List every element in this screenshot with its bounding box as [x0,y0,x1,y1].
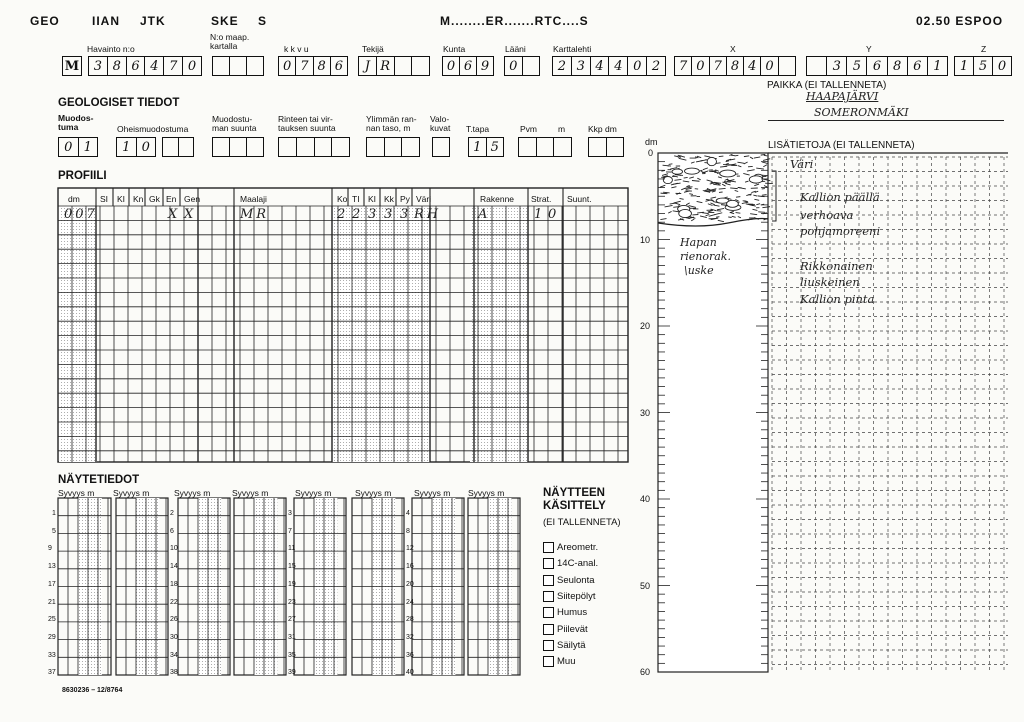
lisatietoja-line[interactable]: Kallion päällä [800,190,880,204]
nayte-row-number: 10 [170,545,178,553]
nayte-row-number: 17 [48,580,56,588]
tekija-field[interactable]: J R [358,56,430,76]
log-depth-tick: 50 [640,580,651,591]
nayte-row-number: 15 [288,563,296,571]
nayte-row-number: 29 [48,633,56,641]
log-depth-tick: 30 [640,407,651,418]
nayte-row-number: 37 [48,669,56,677]
label-tekija: Tekijä [362,44,384,54]
profiili-col-header: KI [368,194,377,204]
nayte-row-number: 20 [406,580,414,588]
z-field[interactable]: 1 5 0 [954,56,1012,76]
nayte-row-number: 25 [48,616,56,624]
nayte-col-header: Syvyys m [174,488,211,498]
nayte-row-number: 27 [288,616,296,624]
log-depth-tick: 40 [640,494,651,504]
paikka-line2: SOMERONMÄKI [814,106,909,119]
kasittely-label: Siitepölyt [557,590,596,602]
nayte-row-number: 30 [170,633,178,641]
nayte-col-header: Syvyys m [468,488,505,498]
nayte-row-number: 38 [170,669,178,677]
nayte-row-number: 33 [48,651,56,659]
kasittely-checkbox[interactable] [543,591,554,602]
profiili-row-en[interactable]: X [184,207,197,222]
label-valo: Valo- kuvat [430,114,451,133]
log-unit: dm [645,137,658,147]
kasittely-label: Muu [557,656,576,668]
lisatietoja-line[interactable]: pohjamoreeni [800,224,881,238]
nayte-row-number: 11 [288,545,296,553]
profiili-col-header: KI [117,194,126,204]
label-kunta: Kunta [443,44,466,54]
lisatietoja-label: LISÄTIETOJA (EI TALLENNETA) [768,140,915,151]
profiili-col-header: Suunt. [567,194,592,204]
profiili-row-suunt[interactable]: 0 [548,207,560,222]
nayte-row-number: 3 [288,510,292,517]
form-code: 8630236 – 12/8764 [62,687,123,694]
nayte-row-number: 18 [170,580,178,588]
nayte-col-header: Syvyys m [58,488,95,498]
log-note-3: \uske [684,264,714,277]
nayte-row-number: 2 [170,510,174,517]
kasittely-heading: NÄYTTEEN KÄSITTELY [543,487,606,513]
nayte-heading: NÄYTETIEDOT [58,474,140,486]
label-havainto: Havainto n:o [87,44,135,54]
lisatietoja-line[interactable]: liuskeinen [800,275,860,289]
kasittely-checkbox[interactable] [543,656,554,667]
label-z: Z [981,44,987,54]
nayte-row-number: 13 [48,563,56,571]
nayte-row-number: 23 [288,598,296,606]
label-muodostuma: Muodos- tuma [58,113,94,132]
nayte-row-number: 19 [288,580,296,588]
nayte-row-number: 28 [406,616,414,624]
label-m: m [558,124,566,134]
nayte-col-header: Syvyys m [232,488,269,498]
profiili-col-header: Väri [416,194,432,204]
label-tapa: T.tapa [466,124,490,134]
tapa-field[interactable]: 1 5 [468,137,504,157]
nayte-row-number: 34 [170,651,178,659]
profiili-row-vari[interactable]: RH [414,207,442,222]
nayte-col-header: Syvyys m [414,488,451,498]
header-fragment: S [258,14,268,28]
nayte-col-header: Syvyys m [295,488,332,498]
kasittely-checkbox[interactable] [543,575,554,586]
laani-field[interactable]: 0 [504,56,540,76]
profiili-heading: PROFIILI [58,170,107,182]
nayte-row-number: 21 [48,598,56,606]
profiili-col-header: Gk [149,194,160,204]
havainto-field[interactable]: 3 8 6 4 7 0 [88,56,202,76]
profiili-row-gk[interactable]: X [168,207,181,222]
x-field[interactable]: 7 0 7 8 4 0 [674,56,796,76]
nayte-row-number: 4 [406,510,410,517]
nayte-row-number: 32 [406,633,414,641]
label-maap: N:o maap. kartalla [210,32,250,51]
prefix-field[interactable]: M [62,56,82,76]
log-note-2: rienorak. [680,250,731,263]
nayte-row-number: 7 [288,527,292,535]
kasittely-sub: (EI TALLENNETA) [543,517,621,528]
oheis-field[interactable]: 1 0 [116,137,156,157]
profiili-row-kk[interactable]: 3 [384,207,396,222]
nayte-row-number: 22 [170,598,178,606]
label-ylimman: Ylimmän ran- nan taso, m [366,114,417,133]
log-depth-tick: 20 [640,321,651,331]
form-org: GEO [30,14,60,28]
profiili-col-header: SI [100,194,109,204]
lisatietoja-line[interactable]: verhoava [800,208,854,222]
log-depth-tick: 0 [648,148,654,158]
profiili-row-rakenne[interactable]: A [478,207,491,222]
kasittely-label: 14C-anal. [557,558,599,570]
kasittely-checkbox[interactable] [543,607,554,618]
nayte-row-number: 12 [406,545,414,553]
profiili-row-strat[interactable]: 1 [534,207,546,222]
kasittely-checkbox[interactable] [543,542,554,553]
nayte-row-number: 36 [406,651,414,659]
label-x: X [730,44,736,54]
kasittely-checkbox[interactable] [543,624,554,635]
log-depth-tick: 10 [640,234,651,245]
profiili-col-header: Kn [133,194,144,204]
log-depth-tick: 60 [640,667,651,677]
label-pvm: Pvm [520,124,537,134]
profiili-col-header: Strat. [531,194,552,204]
kunta-field[interactable]: 0 6 9 [442,56,494,76]
profiili-row-ko[interactable]: 2 [337,207,349,222]
paikka-label: PAIKKA (EI TALLENNETA) [767,80,887,91]
nayte-row-number: 26 [170,616,178,624]
label-rinne: Rinteen tai vir- tauksen suunta [278,114,336,133]
nayte-row-number: 5 [52,527,56,535]
kkvu-field[interactable]: 0 7 8 6 [278,56,348,76]
nayte-row-number: 31 [288,633,296,641]
profiili-col-header: Kk [384,194,394,204]
nayte-row-number: 35 [288,651,296,659]
nayte-row-number: 16 [406,563,414,571]
paikka-line1: HAAPAJÄRVI [806,90,879,103]
lisatietoja-line[interactable]: Kallion pinta [800,292,875,306]
profiili-col-header: dm [68,194,80,204]
karttalehti-field[interactable]: 2 3 4 4 0 2 [552,56,666,76]
log-note-1: Hapan [680,236,717,249]
kasittely-label: Humus [557,607,588,619]
muodostuma-field[interactable]: 0 1 [58,137,98,157]
kasittely-label: Areometr. [557,542,599,553]
kasittely-checkbox[interactable] [543,558,554,569]
geologiset-heading: GEOLOGISET TIEDOT [58,97,180,109]
profiili-col-header: Maalaji [240,194,267,204]
lisatietoja-line[interactable]: Rikkonainen [800,259,873,273]
y-field[interactable]: 3 5 6 8 6 1 [806,56,948,76]
nayte-col-header: Syvyys m [355,488,392,498]
header-fragment: SKE [211,14,239,28]
nayte-row-number: 8 [406,527,410,535]
label-karttalehti: Karttalehti [553,44,592,54]
header-fragment: IIAN [92,14,120,28]
profiili-col-header: En [166,194,177,204]
profiili-row-dm[interactable]: 007 [64,207,98,222]
profiili-col-header: TI [352,194,360,204]
profiili-col-header: Rakenne [480,194,515,204]
label-suunta: Muodostu- man suunta [212,114,257,133]
label-kkp: Kkp dm [588,124,617,134]
place-code: 02.50 ESPOO [916,14,1004,28]
profiili-row-py[interactable]: 3 [400,207,412,222]
kasittely-label: Piilevät [557,623,588,635]
profiili-row-kl[interactable]: 3 [368,207,380,222]
profiili-col-header: Gen [184,194,201,204]
nayte-row-number: 1 [52,510,56,517]
label-y: Y [866,44,872,54]
nayte-row-number: 24 [406,598,414,606]
lisatietoja-line[interactable]: Väri [790,157,814,171]
form-title: M........ER.......RTC....S [440,14,589,28]
label-laani: Lääni [505,44,526,54]
profiili-col-header: Ko [337,194,348,204]
nayte-row-number: 9 [48,545,52,553]
kasittely-label: Säilytä [557,639,586,651]
label-kkvu: k k v u [284,44,309,54]
kasittely-checkbox[interactable] [543,640,554,651]
profiili-row-ti[interactable]: 2 [352,207,364,222]
nayte-row-number: 14 [170,563,178,571]
nayte-col-header: Syvyys m [113,488,150,498]
nayte-row-number: 39 [288,669,296,677]
kasittely-label: Seulonta [557,574,595,586]
profiili-col-header: Py [400,194,410,204]
nayte-row-number: 6 [170,527,174,535]
header-fragment: JTK [140,14,166,28]
profiili-row-maalaji[interactable]: MR [240,207,270,222]
label-oheis: Oheismuodostuma [117,124,189,134]
nayte-row-number: 40 [406,669,414,677]
